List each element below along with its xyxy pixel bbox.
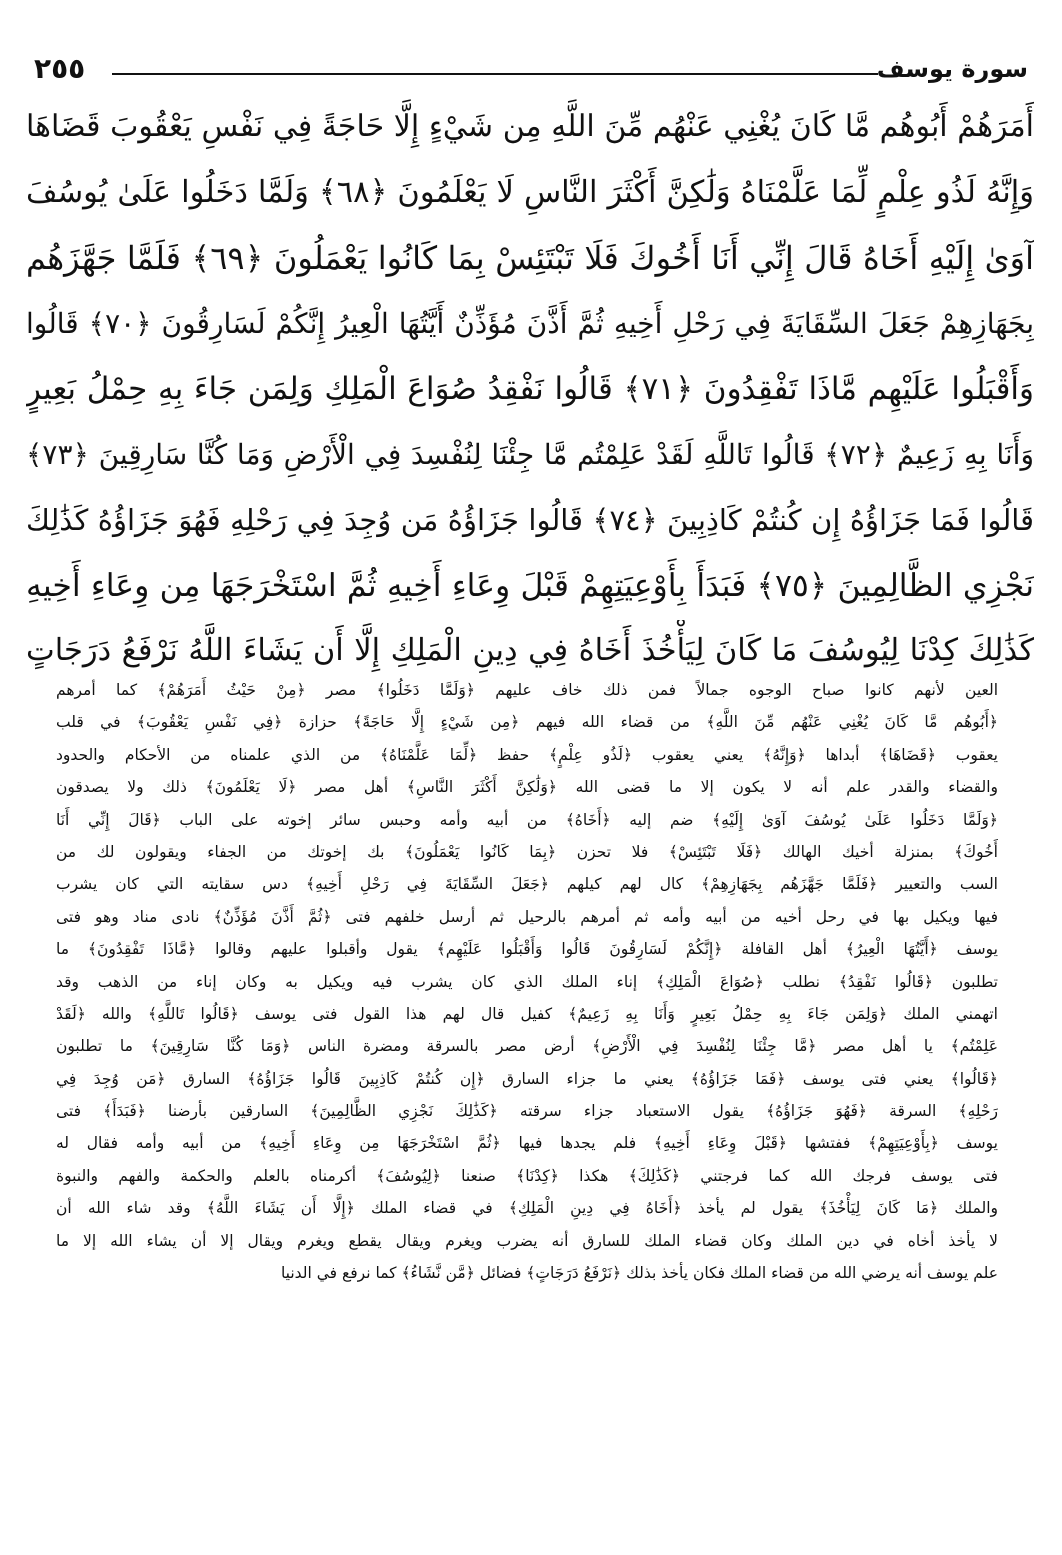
page-number: ٢٥٥: [34, 52, 86, 85]
tafsir-line: رَحْلِهِ﴾ السرقة ﴿فَهُوَ جَزَاؤُهُ﴾ يقول الاستعباد جزاء سرقته ﴿كَذَٰلِكَ نَجْزِي الظَّالِمِينَ﴾ السارقين بأرضنا ﴿فَبَدَأَ﴾ فتى: [56, 1102, 998, 1121]
tafsir-line: أَخُوكَ﴾ بمنزلة أخيك الهالك ﴿فَلَا تَبْتَئِسْ﴾ فلا تحزن ﴿بِمَا كَانُوا يَعْمَلُونَ﴾ بك إخوتك من الجفاء ويقولون لك من: [56, 842, 998, 861]
tafsir-line: فيها ويكيل بها في رحل أخيه من أبيه وأمه ثم أمرهم بالرحيل ثم أرسل خلفهم فتى ﴿ثُمَّ أَذَّنَ مُؤَذِّنٌ﴾ نادى مناد وهو فتى: [56, 907, 998, 926]
tafsir-line: ﴿قَالُوا﴾ يعني فتى يوسف ﴿فَمَا جَزَاؤُهُ﴾ يعني ما جزاء السارق ﴿إِن كُنتُمْ كَاذِبِينَ قَالُوا جَزَاؤُهُ﴾ السارق ﴿مَن وُجِدَ فِي: [56, 1069, 998, 1088]
quran-line: بِجَهَازِهِمْ جَعَلَ السِّقَايَةَ فِي رَحْلِ أَخِيهِ ثُمَّ أَذَّنَ مُؤَذِّنٌ أَيَّتُهَا الْعِيرُ إِنَّكُمْ لَسَارِقُونَ ﴿٧٠﴾ قَالُوا: [26, 306, 1034, 340]
surah-title: سورة يوسف: [876, 55, 1028, 83]
quran-line: وَأَقْبَلُوا عَلَيْهِم مَّاذَا تَفْقِدُونَ ﴿٧١﴾ قَالُوا نَفْقِدُ صُوَاعَ الْمَلِكِ وَلِمَن جَاءَ بِهِ حِمْلُ بَعِيرٍ: [26, 371, 1034, 407]
tafsir-line: لا يأخذ أخاه في دين الملك وكان قضاء الملك للسارق أنه يضرب ويغرم ويقال يقطع ويغرم ويقال إلا أن يشاء الله إلا ما: [56, 1231, 998, 1250]
tafsir-line: علم يوسف أنه يرضي الله من قضاء الملك فكان يأخذ بذلك ﴿نَرْفَعُ دَرَجَاتٍ﴾ فضائل ﴿مَّن نَّشَاءُ﴾ كما نرفع في الدنيا: [280, 1264, 998, 1283]
tafsir-line: تطلبون ﴿قَالُوا نَفْقِدُ﴾ نطلب ﴿صُوَاعَ الْمَلِكِ﴾ إناء الملك الذي كان يشرب فيه ويكيل به وكان إناء من الذهب وقد: [56, 972, 998, 991]
tafsir-commentary: [56, 674, 998, 1289]
tafsir-line: يعقوب ﴿قَضَاهَا﴾ أبداها ﴿وَإِنَّهُ﴾ يعني يعقوب ﴿لَذُو عِلْمٍ﴾ حفظ ﴿لِّمَا عَلَّمْنَاهُ﴾ من الذي علمناه من الأحكام والحدود: [56, 745, 998, 764]
tafsir-line: والقضاء والقدر علم أنه لا يكون إلا ما قضى الله ﴿وَلَٰكِنَّ أَكْثَرَ النَّاسِ﴾ أهل مصر ﴿لَا يَعْلَمُونَ﴾ ذلك ولا يصدقون: [56, 778, 998, 797]
quran-line: آوَىٰ إِلَيْهِ أَخَاهُ قَالَ إِنِّي أَنَا أَخُوكَ فَلَا تَبْتَئِسْ بِمَا كَانُوا يَعْمَلُونَ ﴿٦٩﴾ فَلَمَّا جَهَّزَهُم: [26, 239, 1034, 277]
tafsir-line: ﴿أَبُوهُم مَّا كَانَ يُغْنِي عَنْهُم مِّنَ اللَّهِ﴾ من قضاء الله فيهم ﴿مِن شَيْءٍ إِلَّا حَاجَةً﴾ حزازة ﴿فِي نَفْسِ يَعْقُوبَ﴾ في قلب: [56, 713, 998, 732]
tafsir-line: والملك ﴿مَا كَانَ لِيَأْخُذَ﴾ يقول لم يأخذ ﴿أَخَاهُ فِي دِينِ الْمَلِكِ﴾ في قضاء الملك ﴿إِلَّا أَن يَشَاءَ اللَّهُ﴾ وقد شاء الله أن: [56, 1199, 998, 1218]
tafsir-line: فتى يوسف فرجك الله كما فرجتني ﴿كَذَٰلِكَ﴾ هكذا ﴿كِدْنَا﴾ صنعنا ﴿لِيُوسُفَ﴾ أكرمناه بالعلم والحكمة والفهم والنبوة: [56, 1166, 998, 1185]
quran-line: وَأَنَا بِهِ زَعِيمٌ ﴿٧٢﴾ قَالُوا تَاللَّهِ لَقَدْ عَلِمْتُم مَّا جِئْنَا لِنُفْسِدَ فِي الْأَرْضِ وَمَا كُنَّا سَارِقِينَ ﴿٧٣﴾: [26, 437, 1034, 471]
tafsir-line: اتهمني الملك ﴿وَلِمَن جَاءَ بِهِ حِمْلُ بَعِيرٍ وَأَنَا بِهِ زَعِيمٌ﴾ كفيل قال لهم هذا القول فتى يوسف ﴿قَالُوا تَاللَّهِ﴾ والله ﴿لَقَدْ: [56, 1004, 998, 1023]
quran-line: أَمَرَهُمْ أَبُوهُم مَّا كَانَ يُغْنِي عَنْهُم مِّنَ اللَّهِ مِن شَيْءٍ إِلَّا حَاجَةً فِي نَفْسِ يَعْقُوبَ قَضَاهَا: [26, 109, 1034, 144]
tafsir-line: السب والتعيير ﴿فَلَمَّا جَهَّزَهُم بِجَهَازِهِمْ﴾ كال لهم كيلهم ﴿جَعَلَ السِّقَايَةَ فِي رَحْلِ أَخِيهِ﴾ دس سقايته التي كان يشرب: [56, 875, 998, 894]
tafsir-line: عَلِمْتُم﴾ يا أهل مصر ﴿مَّا جِئْنَا لِنُفْسِدَ فِي الْأَرْضِ﴾ أرض مصر بالسرقة ومضرة الناس ﴿وَمَا كُنَّا سَارِقِينَ﴾ ما تطلبون: [56, 1037, 998, 1056]
quran-line: كَذَٰلِكَ كِدْنَا لِيُوسُفَ مَا كَانَ لِيَأْخُذَ أَخَاهُ فِي دِينِ الْمَلِكِ إِلَّا أَن يَشَاءَ اللَّهُ نَرْفَعُ دَرَجَاتٍ: [26, 633, 1034, 668]
tafsir-line: العين لأنهم كانوا صباح الوجوه جمالاً فمن ذلك خاف عليهم ﴿وَلَمَّا دَخَلُوا﴾ مصر ﴿مِنْ حَيْثُ أَمَرَهُمْ﴾ كما أمرهم: [56, 681, 998, 699]
page-header: [30, 54, 1028, 88]
quran-line: قَالُوا فَمَا جَزَاؤُهُ إِن كُنتُمْ كَاذِبِينَ ﴿٧٤﴾ قَالُوا جَزَاؤُهُ مَن وُجِدَ فِي رَحْلِهِ فَهُوَ جَزَاؤُهُ كَذَٰلِكَ: [26, 503, 1034, 537]
quran-text: [26, 96, 1034, 686]
quran-line: وَإِنَّهُ لَذُو عِلْمٍ لِّمَا عَلَّمْنَاهُ وَلَٰكِنَّ أَكْثَرَ النَّاسِ لَا يَعْلَمُونَ ﴿٦٨﴾ وَلَمَّا دَخَلُوا عَلَىٰ يُوسُفَ: [26, 174, 1034, 210]
tafsir-line: ﴿وَلَمَّا دَخَلُوا عَلَىٰ يُوسُفَ آوَىٰ إِلَيْهِ﴾ ضم إليه ﴿أَخَاهُ﴾ من أبيه وأمه وحبس سائر إخوته على الباب ﴿قَالَ إِنِّي أَنَا: [56, 810, 998, 829]
tafsir-line: يوسف ﴿بِأَوْعِيَتِهِمْ﴾ ففتشها ﴿قَبْلَ وِعَاءِ أَخِيهِ﴾ فلم يجدها فيها ﴿ثُمَّ اسْتَخْرَجَهَا مِن وِعَاءِ أَخِيهِ﴾ من أبيه وأمه فقال له: [56, 1134, 998, 1153]
header-divider: [112, 73, 878, 75]
quran-line: نَجْزِي الظَّالِمِينَ ﴿٧٥﴾ فَبَدَأَ بِأَوْعِيَتِهِمْ قَبْلَ وِعَاءِ أَخِيهِ ثُمَّ اسْتَخْرَجَهَا مِن وِعَاءِ أَخِيهِ: [26, 567, 1034, 604]
tafsir-line: يوسف ﴿أَيَّتُهَا الْعِيرُ﴾ أهل القافلة ﴿إِنَّكُمْ لَسَارِقُونَ قَالُوا وَأَقْبَلُوا عَلَيْهِم﴾ يقول وأقبلوا عليهم وقالوا ﴿مَّاذَا تَفْقِدُونَ﴾ ما: [56, 940, 998, 959]
